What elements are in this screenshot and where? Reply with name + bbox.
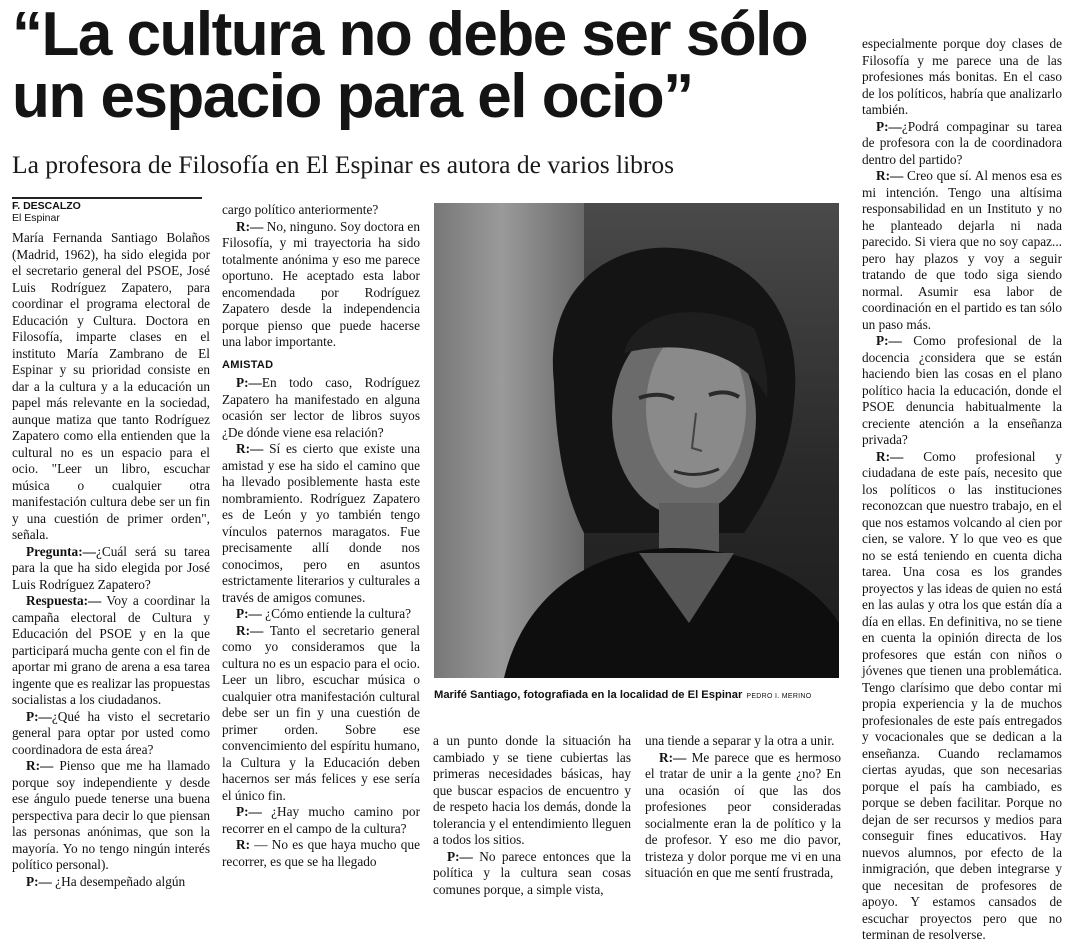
byline xyxy=(12,200,212,224)
speaker-label: P:— xyxy=(876,118,902,134)
paragraph-text: especialmente porque doy clases de Filosofía y me parece una de las profesiones más bonitas. En el caso de los políticos, habría que analizarlo también. xyxy=(862,36,1062,117)
article-paragraph xyxy=(12,874,210,891)
article-paragraph xyxy=(222,202,420,219)
paragraph-text: Como profesional de la docencia ¿considera que se están haciendo bien las cosas en el plano político hacia la educación, donde el PSOE denuncia habitualmente la creciente atención a la enseñanza privada? xyxy=(862,333,1062,447)
paragraph-text: ¿Podrá compaginar su tarea de profesora con la de coordinadora dentro del partido? xyxy=(862,118,1062,167)
byline-rule xyxy=(12,197,202,199)
speaker-label: R:— xyxy=(659,749,687,765)
paragraph-text: Creo que sí. Al menos esa es mi intención. Tengo una altísima responsabilidad en un Instituto y no he planteado dejarla ni nada parecido. Si viera que no soy capaz... pero hay plazos y voy a seguir tratando de que todo siga siendo normal. Asumir esa labor de coordinación en el partido es tan sólo un paso más. xyxy=(862,168,1062,332)
article-paragraph xyxy=(433,733,631,849)
article-paragraph xyxy=(862,119,1062,169)
article-paragraph xyxy=(862,333,1062,449)
article-paragraph xyxy=(12,709,210,759)
paragraph-text: En todo caso, Rodríguez Zapatero ha manifestado en alguna ocasión ser lector de libros suyos ¿De dónde viene esa relación? xyxy=(222,375,420,440)
article-paragraph xyxy=(12,230,210,544)
article-paragraph xyxy=(645,750,841,882)
headline-line-1: “La cultura no debe ser sólo xyxy=(12,0,808,69)
article-paragraph xyxy=(222,441,420,606)
speaker-label: P:— xyxy=(236,375,262,390)
paragraph-text: una tiende a separar y la otra a unir. xyxy=(645,733,835,748)
article-paragraph xyxy=(222,606,420,623)
paragraph-text: — No es que haya mucho que recorrer, es que se ha llegado xyxy=(222,837,420,869)
speaker-label: P:— xyxy=(26,873,52,889)
speaker-label: Respuesta:— xyxy=(26,593,102,608)
paragraph-text: a un punto donde la situación ha cambiado y se tiene cubiertas las primeras necesidades básicas, hay que buscar espacios de encuentro y de respeto hacia los demás, donde la tolerancia y el entendimiento lleguen a todos los sitios. xyxy=(433,733,631,847)
article-paragraph xyxy=(222,804,420,837)
speaker-label: R:— xyxy=(236,622,264,638)
photo-caption-text: Marifé Santiago, fotografiada en la localidad de El Espinar xyxy=(434,689,743,701)
paragraph-text: cargo político anteriormente? xyxy=(222,202,379,217)
article-paragraph xyxy=(12,758,210,874)
paragraph-text: Pienso que me ha llamado porque soy independiente y desde ese ángulo puede tenerse una buena perspectiva para decir lo que piensan las personas anónimas, que son la mayoría. Yo no tengo ningún interés político personal). xyxy=(12,758,210,872)
subheadline: La profesora de Filosofía en El Espinar es autora de varios libros xyxy=(12,150,675,179)
paragraph-text: Me parece que es hermoso el tratar de unir a la gente ¿no? En una ocasión oí que las dos profesiones peor consideradas socialmente eran la de político y la de profesor. Y eso me dio pavor, tristeza y dolor porque me vi en una situación en que me sentí frustrada, xyxy=(645,749,841,880)
speaker-label: R: xyxy=(236,837,251,852)
speaker-label: P:— xyxy=(236,804,262,819)
text-column-4 xyxy=(645,733,841,911)
article-paragraph xyxy=(862,36,1062,119)
article-paragraph xyxy=(222,837,420,870)
text-column-1 xyxy=(12,230,210,910)
article-paragraph xyxy=(222,219,420,351)
paragraph-text: ¿Cuál será su tarea para la que ha sido elegida por José Luis Rodríguez Zapatero? xyxy=(12,543,210,592)
article-paragraph xyxy=(862,449,1062,944)
paragraph-text: Como profesional y ciudadana de este país, necesito que los políticos o las instituciones reconozcan que nuestro trabajo, en el que nos estamos volcando al cien por cien, se valore. Y lo que veo es que no se está teniendo en cuenta dicha tarea. Una cosa es los grandes proyectos y las ideas de quien no está en las aulas y otra los que están día a día en ellas. En definitiva, no se tiene en cuenta la opinión directa de los profesores que están con niños o jóvenes que tienen una problemática. Tengo clarísimo que debo contar mi propia experiencia y la de muchos profesionales de este país entregados y vocacionales que se dedican a la enseñanza. Cuando reclamamos ciertas ayudas, que son necesarias porque el país ha cambiado, es porque se deben facilitar. Porque no dejan de ser recursos y medios para conseguir fines educativos. Hay nuevos alumnos, por efecto de la inmigración, que deben integrarse y que necesitan de profesores de apoyo. Y estamos cansados de escuchar proyectos pero que no terminan de resolverse. xyxy=(862,448,1062,942)
speaker-label: R:— xyxy=(876,448,904,464)
article-paragraph xyxy=(645,733,841,750)
article-paragraph xyxy=(433,849,631,899)
paragraph-text: Voy a coordinar la campaña electoral de Cultura y Educación del PSOE y en la que participará mucha gente con el fin de aportar mi grano de arena a esa tarea ingente que es realizar las propuestas socialistas a los ciudadanos. xyxy=(12,593,210,707)
paragraph-text: No parece entonces que la política y la cultura sean cosas comunes porque, a simple vista, xyxy=(433,848,631,897)
paragraph-text: ¿Hay mucho camino por recorrer en el campo de la cultura? xyxy=(222,804,420,836)
speaker-label: R:— xyxy=(876,168,904,183)
article-paragraph xyxy=(222,375,420,441)
paragraph-text: Sí es cierto que existe una amistad y ese ha sido el camino que ha llevado posiblemente hasta este nombramiento. Rodríguez Zapatero es de León y yo también tengo vínculos paternos maragatos. Fue precisamente allí donde nos conocimos, pero en asuntos estrictamente literarios y culturales a través de amigos comunes. xyxy=(222,441,420,605)
author-location: El Espinar xyxy=(12,212,60,224)
paragraph-text: ¿Qué ha visto el secretario general para optar por usted como coordinadora de esta área? xyxy=(12,708,210,757)
photo-credit: PEDRO I. MERINO xyxy=(746,693,812,700)
speaker-label: Pregunta:— xyxy=(26,543,96,559)
article-paragraph xyxy=(12,593,210,709)
speaker-label: P:— xyxy=(447,848,473,864)
headline xyxy=(12,0,852,131)
text-column-2 xyxy=(222,202,420,908)
photo-caption xyxy=(434,688,839,704)
text-column-3 xyxy=(433,733,631,911)
article-paragraph xyxy=(862,168,1062,333)
article-paragraph xyxy=(12,544,210,594)
article-paragraph xyxy=(222,623,420,805)
portrait-photo xyxy=(434,203,839,678)
text-column-5 xyxy=(862,36,1062,942)
speaker-label: P:— xyxy=(236,606,262,621)
paragraph-text: No, ninguno. Soy doctora en Filosofía, y mi trayectoria ha sido totalmente anónima y eso me parece oportuno. He aceptado esta labor encomendada por Rodríguez Zapatero desde la independencia porque pienso que puede hacerse una labor importante. xyxy=(222,218,420,349)
paragraph-text: María Fernanda Santiago Bolaños (Madrid, 1962), ha sido elegida por el secretario general del PSOE, José Luis Rodríguez Zapatero, para coordinar el programa electoral de Educación y Cultura. Doctora en Filosofía, imparte clases en el instituto María Zambrano de El Espinar y su prioridad consiste en dar a la cultura y a la educación un papel más relevante en la sociedad, aunque matiza que tanto Rodríguez Zapatero como ella entienden que la cultural no es un espacio para el ocio. "Leer un libro, escuchar música o cualquier otra manifestación cultura debe ser un fin y una cuestión de primer orden", señala. xyxy=(12,230,210,542)
author-name: F. DESCALZO xyxy=(12,200,81,212)
speaker-label: R:— xyxy=(236,441,264,456)
section-subheading: AMISTAD xyxy=(222,358,274,371)
paragraph-text: ¿Cómo entiende la cultura? xyxy=(261,606,412,621)
speaker-label: P:— xyxy=(26,708,52,724)
speaker-label: R:— xyxy=(26,758,54,773)
portrait-illustration xyxy=(434,203,839,678)
paragraph-text: Tanto el secretario general como yo consideramos que la cultura no es un espacio para el ocio. Leer un libro, escuchar música o cualquier otra manifestación cultural debe ser un fin y una cuestión de primer orden. Sobre ese convencimiento del espíritu humano, la Cultura y la Educación deben hacernos ser más felices y ese sería el único fin. xyxy=(222,622,420,803)
speaker-label: P:— xyxy=(876,333,902,348)
headline-line-2: un espacio para el ocio” xyxy=(12,62,693,131)
paragraph-text: ¿Ha desempeñado algún xyxy=(51,873,186,889)
speaker-label: R:— xyxy=(236,218,264,234)
